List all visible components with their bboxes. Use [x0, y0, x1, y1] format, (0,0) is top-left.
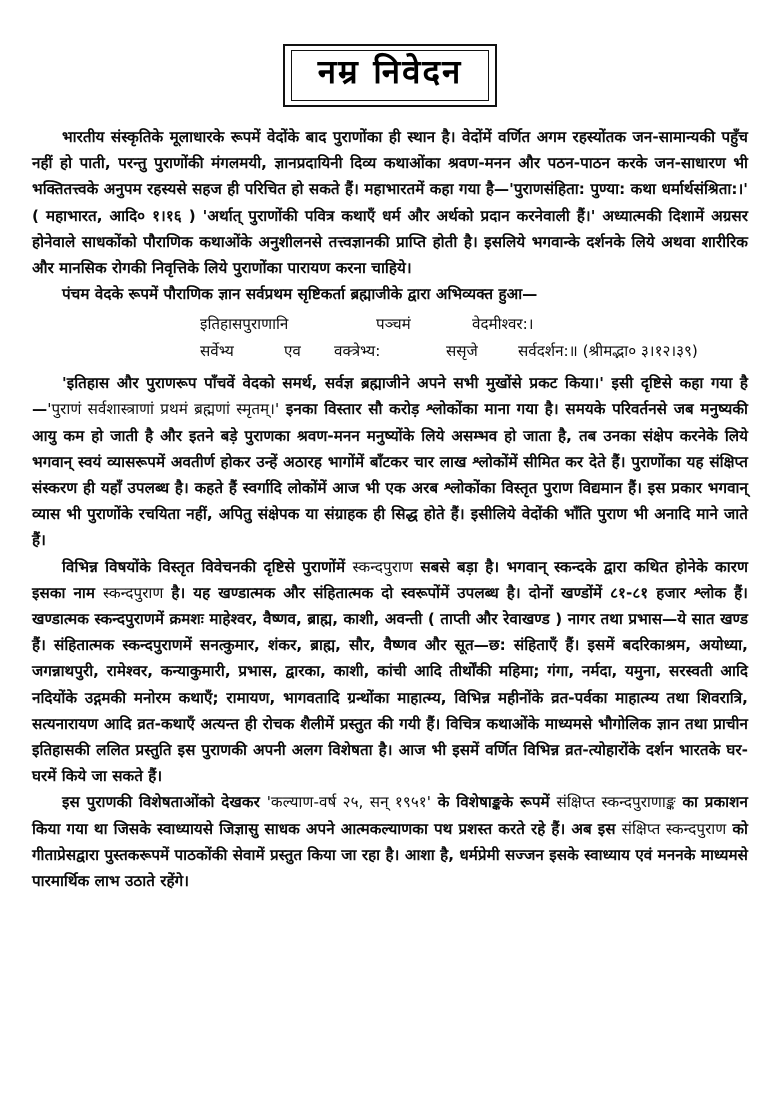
kalyan-issue-citation: 'कल्याण-वर्ष २५, सन् १९५१'	[266, 793, 431, 812]
title-border-inner	[291, 50, 490, 101]
verse-word: ससृजे	[446, 341, 478, 360]
verse-word: वेदमीश्वर:।	[472, 315, 534, 334]
verse-line-1	[200, 311, 748, 337]
sanskrit-verse	[32, 311, 748, 364]
paragraph-2-intro: पंचम वेदके रूपमें पौराणिक ज्ञान सर्वप्रथम सृष्टिकर्ता ब्रह्माजीके द्वारा अभिव्यक्त हुआ—	[62, 285, 538, 304]
verse-word: पञ्चमं	[376, 315, 411, 334]
paragraph-4-part-c: है। यह खण्डात्मक और संहितात्मक दो स्वरूपोंमें उपलब्ध है। दोनों खण्डोंमें ८१-८१ हजार श्लोक हैं। खण्डात्मक स्कन्दपुराणमें क्रमशः माहेश्वर, वैष्णव, ब्राह्म, काशी, अवन्ती ( ताप्ती और रेवाखण्ड ) नागर तथा प्रभास—ये सात खण्ड हैं। संहितात्मक स्कन्दपुराणमें सनत्कुमार, शंकर, ब्राह्म, सौर, वैष्णव और सूत—छ: संहिताएँ हैं। इसमें बदरिकाश्रम, अयोध्या, जगन्नाथपुरी, रामेश्वर, कन्याकुमारी, प्रभास, द्वारका, काशी, कांची आदि तीर्थोंकी महिमा; गंगा, नर्मदा, यमुना, सरस्वती आदि नदियोंके उद्गमकी मनोरम कथाएँ; रामायण, भागवतादि ग्रन्थोंका माहात्म्य, विभिन्न महीनोंके व्रत-पर्वका माहात्म्य तथा शिवरात्रि, सत्यनारायण आदि व्रत-कथाएँ अत्यन्त ही रोचक शैलीमें प्रस्तुत की गयी हैं। विचित्र कथाओंके माध्यमसे भौगोलिक ज्ञान तथा प्राचीन इतिहासकी ललित प्रस्तुति इस पुराणकी अपनी अलग विशेषता है। आज भी इसमें वर्णित विभिन्न व्रत-त्योहारोंके दर्शन भारतके घर-घरमें किये जा सकते हैं।	[32, 583, 748, 786]
skanda-purana-mention-2: स्कन्दपुराण	[102, 583, 164, 602]
verse-word: सर्वदर्शन:॥	[518, 341, 578, 360]
paragraph-5-part-a: इस पुराणकी विशेषताओंको देखकर	[62, 793, 267, 812]
paragraph-3-lead: 'इतिहास और पुराणरूप पाँचवें वेदको समर्थ, सर्वज्ञ ब्रह्माजीने अपने सभी मुखोंसे प्रकट किया।' इसी दृष्टिसे कहा गया है—	[32, 374, 748, 419]
title-container	[0, 0, 780, 107]
body-column	[32, 107, 748, 894]
sankshipt-skandapuranank-title: संक्षिप्त स्कन्दपुराणाङ्क	[556, 793, 676, 812]
page-title: नम्र निवेदन	[317, 52, 463, 91]
paragraph-5-part-b: के विशेषाङ्कके रूपमें	[430, 793, 557, 812]
verse-word: इतिहासपुराणानि	[200, 315, 289, 334]
sanskrit-quote-purana: 'पुराणं सर्वशास्त्राणां प्रथमं ब्रह्मणां स्मृतम्।'	[47, 400, 280, 419]
verse-word: एव	[284, 341, 301, 360]
verse-line-2	[200, 338, 748, 364]
paragraph-3	[32, 370, 748, 553]
paragraph-4-part-b: सबसे बड़ा है। भगवान् स्कन्दके द्वारा कथित होनेके कारण इसका नाम	[32, 557, 748, 602]
paragraph-1: भारतीय संस्कृतिके मूलाधारके रूपमें वेदोंके बाद पुराणोंका ही स्थान है। वेदोंमें वर्णित अगम रहस्योंतक जन-सामान्यकी पहुँच नहीं हो पाती, परन्तु पुराणोंकी मंगलमयी, ज्ञानप्रदायिनी दिव्य कथाओंका श्रवण-मनन और पठन-पाठन करके जन-साधारण भी भक्तितत्त्वके अनुपम रहस्यसे सहज ही परिचित हो सकते हैं। महाभारतमें कहा गया है—'पुराणसंहिता: पुण्या: कथा धर्मार्थसंश्रिता:।' ( महाभारत, आदि० १।१६ ) 'अर्थात् पुराणोंकी पवित्र कथाएँ धर्म और अर्थको प्रदान करनेवाली हैं।' अध्यात्मकी दिशामें अग्रसर होनेवाले साधकोंको पौराणिक कथाओंके अनुशीलनसे तत्त्वज्ञानकी प्राप्ति होती है। इसलिये भगवान्के दर्शनके लिये अथवा शारीरिक और मानसिक रोगकी निवृत्तिके लिये पुराणोंका पारायण करना चाहिये।	[32, 127, 748, 277]
paragraph-5-part-c: का प्रकाशन किया गया था जिसके स्वाध्यायसे जिज्ञासु साधक अपने आत्मकल्याणका पथ प्रशस्त करते रहे हैं। अब इस	[32, 793, 749, 838]
paragraph-4-part-a: विभिन्न विषयोंके विस्तृत विवेचनकी दृष्टिसे पुराणोंमें	[62, 557, 353, 576]
verse-word: वक्त्रेभ्य:	[334, 341, 381, 360]
title-border-outer	[283, 44, 498, 107]
paragraph-5-part-d: को गीताप्रेसद्वारा पुस्तकरूपमें पाठकोंकी सेवामें प्रस्तुत किया जा रहा है। आशा है, धर्मप्रेमी सज्जन इसके स्वाध्याय एवं मननके माध्यमसे पारमार्थिक लाभ उठाते रहेंगे।	[32, 819, 749, 891]
paragraph-4	[32, 554, 748, 790]
skanda-purana-mention-1: स्कन्दपुराण	[352, 557, 413, 576]
paragraph-5	[32, 789, 748, 894]
paragraph-3-rest: इनका विस्तार सौ करोड़ श्लोकोंका माना गया है। समयके परिवर्तनसे जब मनुष्यकी आयु कम हो जाती है और इतने बड़े पुराणका श्रवण-मनन मनुष्योंके लिये असम्भव हो जाता है, तब उनका संक्षेप करनेके लिये भगवान् स्वयं व्यासरूपमें अवतीर्ण होकर उन्हें अठारह भागोंमें बाँटकर चार लाख श्लोकोंमें सीमित कर देते हैं। पुराणोंका यह संक्षिप्त संस्करण ही यहाँ उपलब्ध है। कहते हैं स्वर्गादि लोकोंमें आज भी एक अरब श्लोकोंका विस्तृत पुराण विद्यमान हैं। इस प्रकार भगवान् व्यास भी पुराणोंके रचयिता नहीं, अपितु संक्षेपक या संग्राहक ही सिद्ध होते हैं। इसीलिये वेदोंकी भाँति पुराण भी अनादि माने जाते हैं।	[32, 400, 748, 550]
sankshipt-skandapurana-title: संक्षिप्त स्कन्दपुराण	[621, 819, 727, 838]
verse-word: सर्वेभ्य	[200, 341, 234, 360]
verse-reference: (श्रीमद्भा० ३।१२।३९)	[582, 341, 698, 360]
